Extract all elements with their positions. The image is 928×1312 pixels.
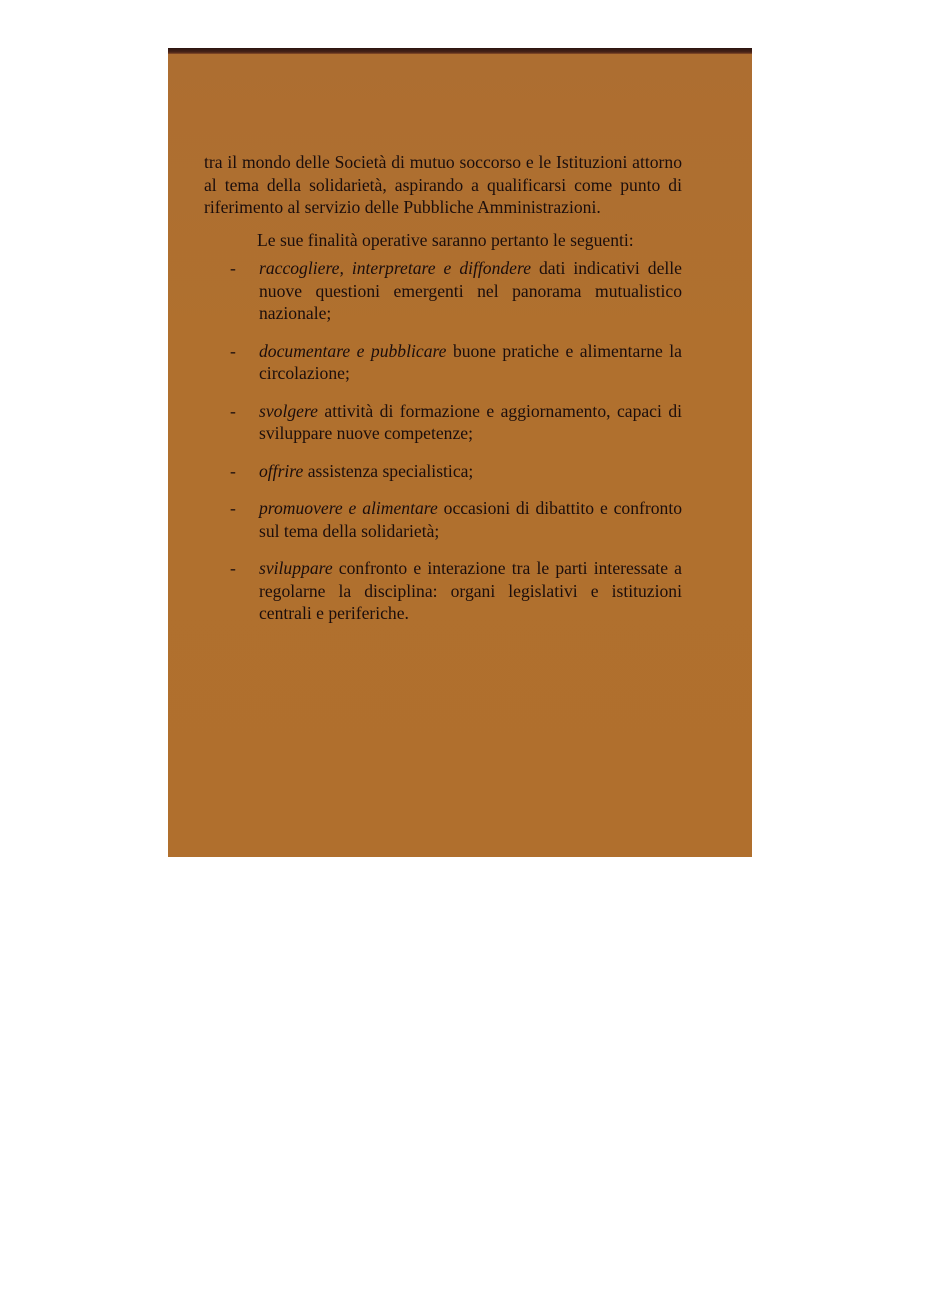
item-text: attività di formazione e aggiornamento, capaci di sviluppare nuove competenze; [259,400,682,443]
list-item [204,340,682,385]
opening-paragraph: tra il mondo delle Società di mutuo soccorso e le Istituzioni attorno al tema della solidarietà, aspirando a qualificarsi come punto di riferimento al servizio delle Pubbliche Amministrazioni. [204,152,682,217]
item-emphasis: promuovere e alimentare [259,498,438,518]
page-content [204,151,682,625]
item-text: occasioni di dibattito e confronto sul tema della solidarietà; [259,498,683,541]
item-emphasis: offrire [259,460,304,481]
bullet-dash: - [230,258,236,278]
bullet-dash: - [230,400,236,421]
bullet-dash: - [230,340,236,361]
item-emphasis: sviluppare [259,558,333,578]
list-item [204,557,682,625]
item-text: assistenza specialistica; [303,460,474,481]
bullet-dash: - [230,498,236,518]
list-item [204,497,682,542]
item-text: buone pratiche e alimentarne la circolazione; [259,340,682,383]
page-top-edge [168,48,752,54]
item-emphasis: documentare e pubblicare [259,340,447,361]
bullet-dash: - [230,558,236,578]
bullet-dash: - [230,460,236,481]
item-text: dati indicativi delle nuove questioni emergenti nel panorama mutualistico nazionale; [259,258,682,323]
item-emphasis: raccogliere, interpretare e diffondere [259,258,531,278]
item-emphasis: svolgere [259,400,318,421]
document-page [168,48,752,857]
list-item [204,257,682,325]
item-text: confronto e interazione tra le parti interessate a regolarne la disciplina: organi legislativi e istituzioni centrali e periferiche. [259,558,682,623]
intro-sentence: Le sue finalità operative saranno pertanto le seguenti: [257,229,634,250]
list-item [204,460,682,483]
list-item [204,400,682,445]
